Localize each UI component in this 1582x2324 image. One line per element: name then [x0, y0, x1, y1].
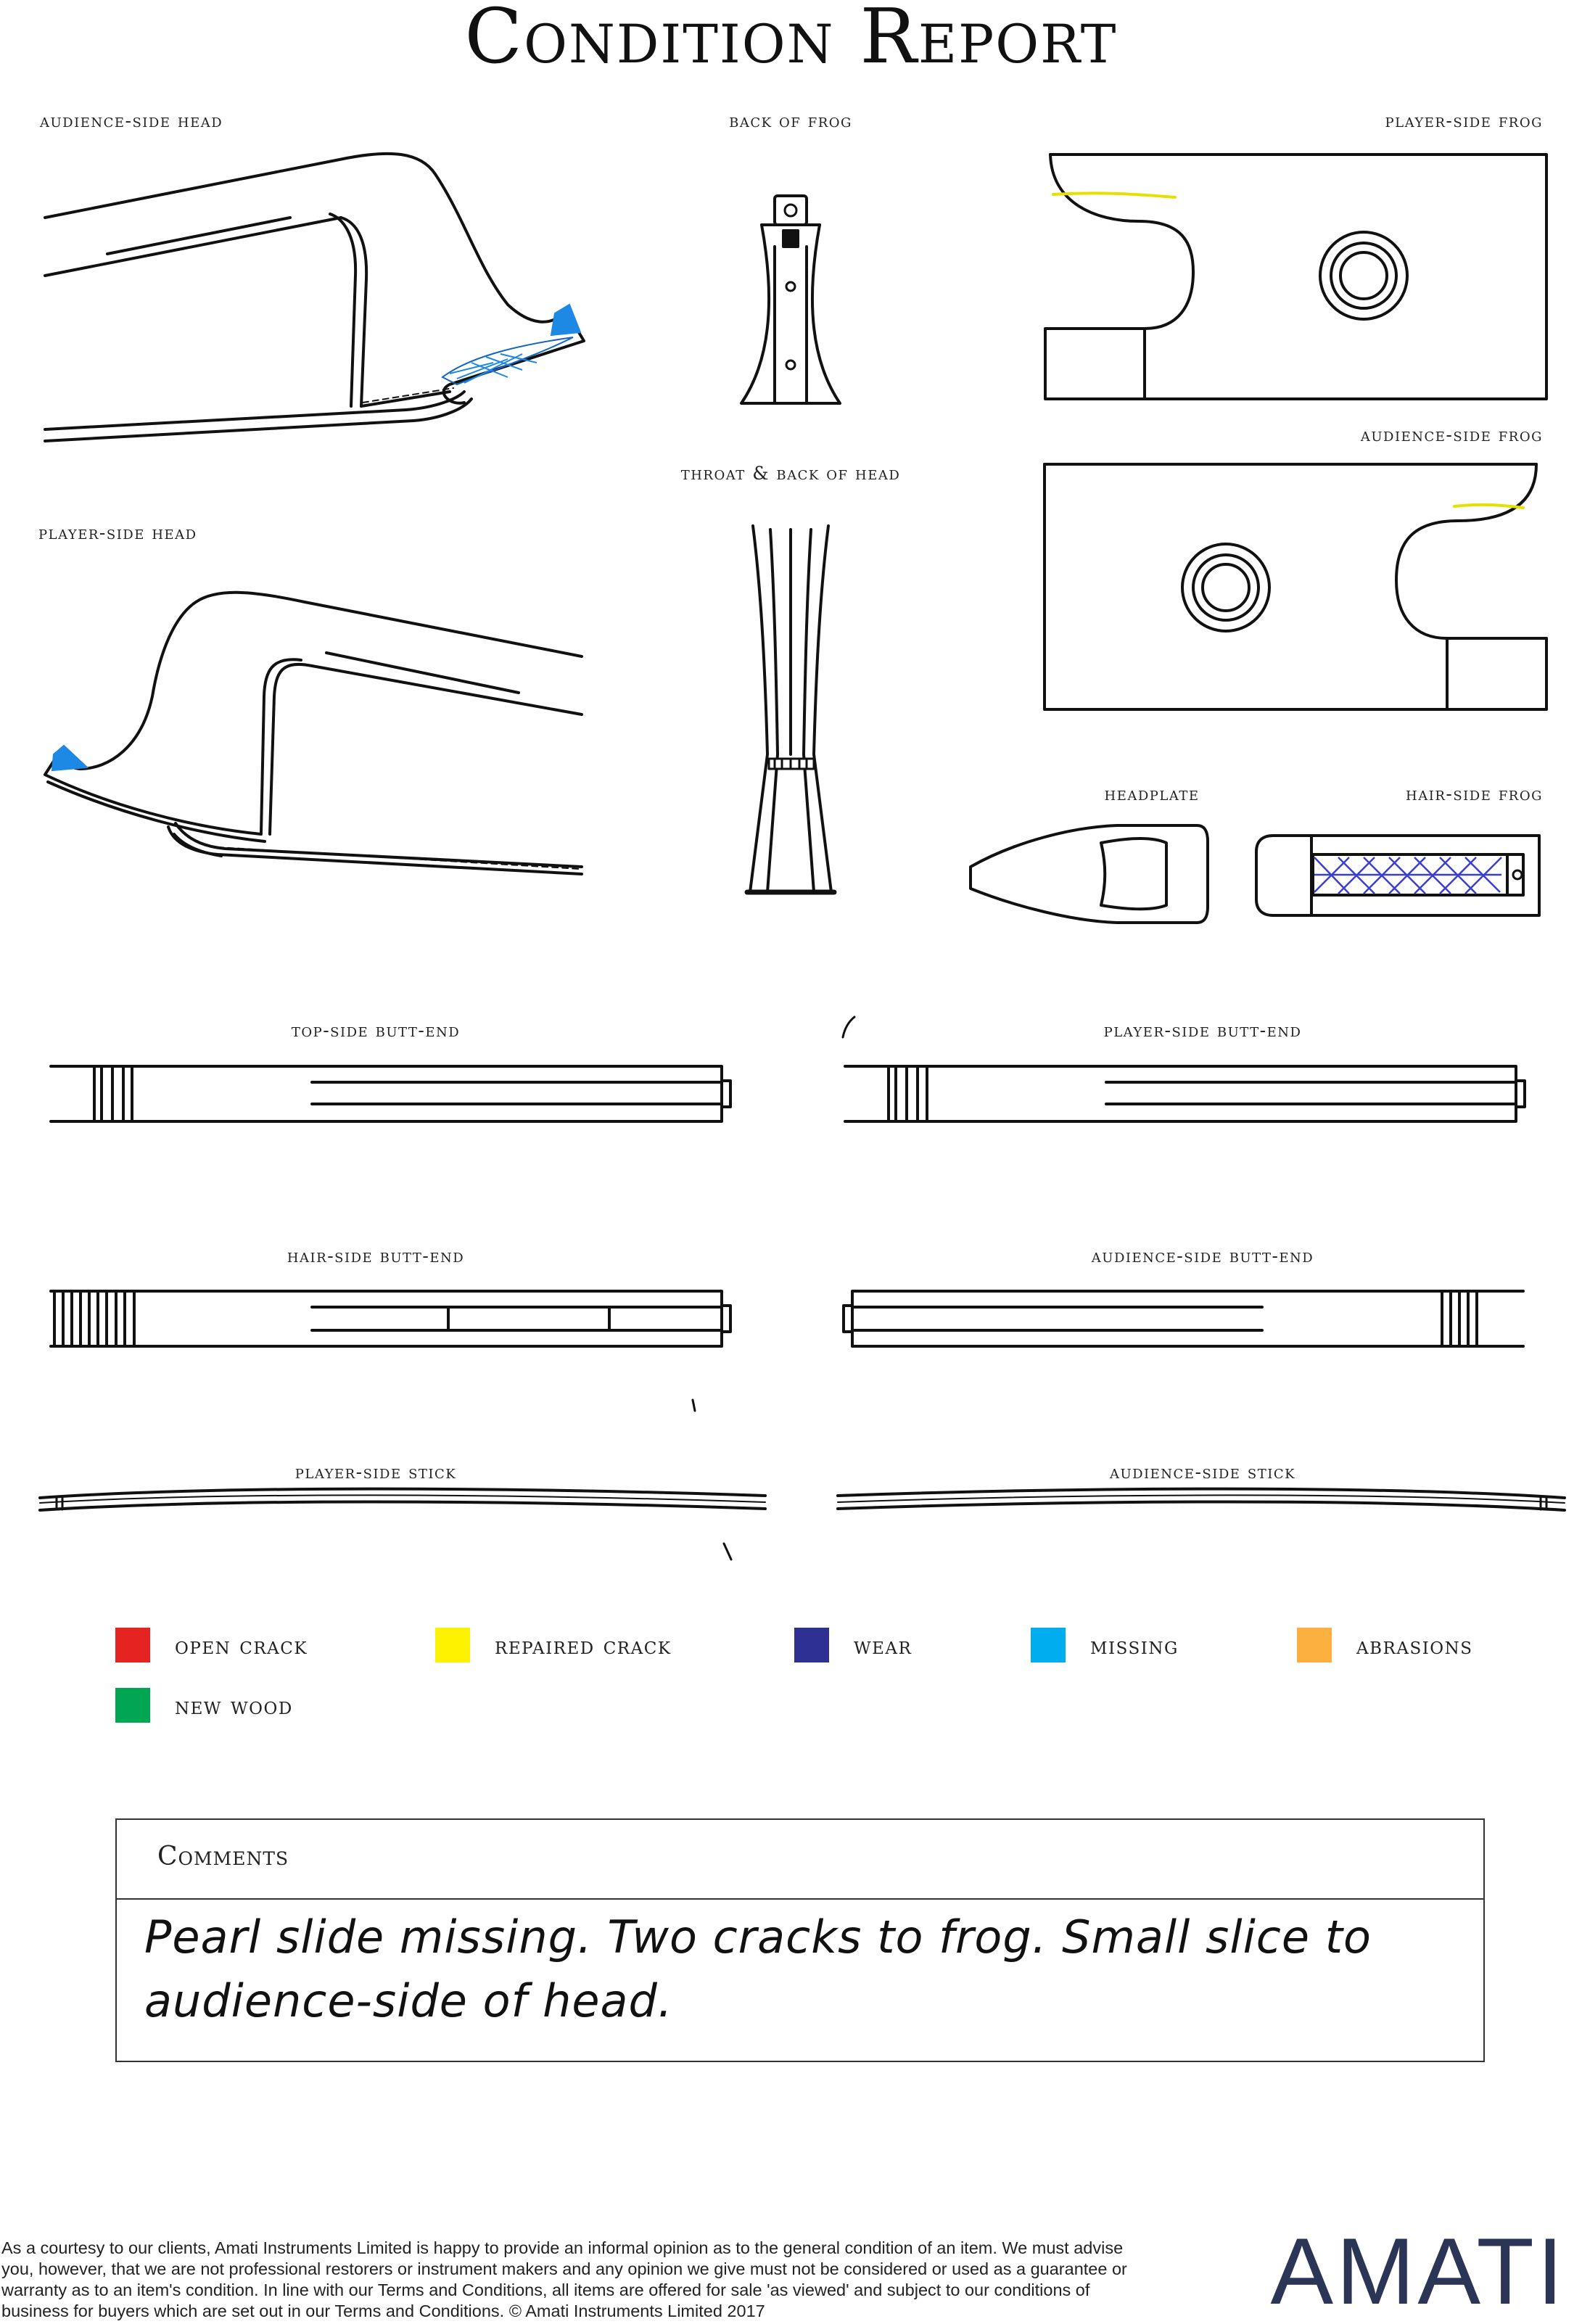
diagram-audience-side-butt-end: [693, 1291, 1523, 1411]
comments-title: Comments: [157, 1842, 289, 1871]
label-top-side-butt-end: top-side butt-end: [291, 1020, 461, 1041]
diagram-throat-back-of-head: [747, 526, 834, 892]
diagram-player-side-butt-end: [843, 1017, 1525, 1121]
legend-label-missing: missing: [1090, 1631, 1179, 1660]
page-title: Condition Report: [464, 0, 1118, 81]
diagram-headplate: [971, 825, 1208, 923]
diagram-audience-side-head: [45, 154, 584, 441]
label-headplate: headplate: [1104, 783, 1200, 804]
label-audience-side-butt-end: audience-side butt-end: [1091, 1245, 1314, 1266]
legend-swatch-new-wood: [115, 1688, 150, 1723]
legend-label-wear: wear: [854, 1631, 912, 1660]
diagram-top-side-butt-end: [51, 1066, 730, 1121]
diagram-hair-side-butt-end: [51, 1291, 730, 1346]
label-throat-back-of-head: throat & back of head: [680, 463, 901, 484]
label-audience-side-stick: audience-side stick: [1109, 1462, 1296, 1483]
label-player-side-head: player-side head: [38, 522, 197, 543]
comments-box: [115, 1818, 1485, 2062]
diagram-audience-side-frog: [1045, 464, 1546, 709]
diagram-player-side-frog: [1045, 154, 1546, 399]
comments-text: Pearl slide missing. Two cracks to frog. Small slice to audience-side of head.: [144, 1911, 1372, 2027]
diagram-player-side-head: [45, 593, 582, 874]
legend-wear: [794, 1627, 912, 1663]
label-audience-side-head: audience-side head: [40, 110, 223, 131]
label-hair-side-frog: hair-side frog: [1406, 783, 1543, 804]
legend-open-crack: [115, 1627, 308, 1663]
legend-repaired-crack: [435, 1627, 672, 1663]
legend-missing: [1031, 1627, 1179, 1663]
label-audience-side-frog: audience-side frog: [1360, 424, 1543, 445]
comments-header: [117, 1820, 1483, 1900]
legend-abrasions: [1297, 1627, 1473, 1663]
legend-swatch-abrasions: [1297, 1628, 1332, 1662]
diagram-back-of-frog: [741, 196, 840, 403]
condition-markings: [52, 193, 1523, 894]
label-hair-side-butt-end: hair-side butt-end: [287, 1245, 465, 1266]
legend-swatch-open-crack: [115, 1628, 150, 1662]
legend-label-open-crack: open crack: [175, 1631, 308, 1660]
diagram-audience-side-stick: [838, 1489, 1565, 1510]
legend-label-abrasions: abrasions: [1356, 1631, 1473, 1660]
label-player-side-stick: player-side stick: [294, 1462, 457, 1483]
legend-swatch-wear: [794, 1628, 829, 1662]
diagram-player-side-stick: [40, 1489, 765, 1559]
legend-label-new-wood: new wood: [175, 1691, 293, 1720]
label-player-side-frog: player-side frog: [1385, 110, 1543, 131]
label-player-side-butt-end: player-side butt-end: [1103, 1020, 1302, 1041]
disclaimer-text: As a courtesy to our clients, Amati Instruments Limited is happy to provide an informal opinion as to the general condition of an item. We must advise you, however, that we are not professional restorers or instrument makers and any opinion we give must not be considered or used as a guarantee or warranty as to an item's condition. In line with our Terms and Conditions, all items are offered for sale 'as viewed' and subject to our conditions of business for buyers which are set out in our Terms and Conditions. © Amati Instruments Limited 2017: [1, 2238, 1127, 2320]
legend-label-repaired-crack: repaired crack: [495, 1631, 672, 1660]
amati-logo: AMATI: [1270, 2218, 1566, 2324]
legend-swatch-missing: [1031, 1628, 1066, 1662]
label-back-of-frog: back of frog: [729, 110, 852, 131]
legend-swatch-repaired-crack: [435, 1628, 470, 1662]
legend-new-wood: [115, 1687, 293, 1723]
